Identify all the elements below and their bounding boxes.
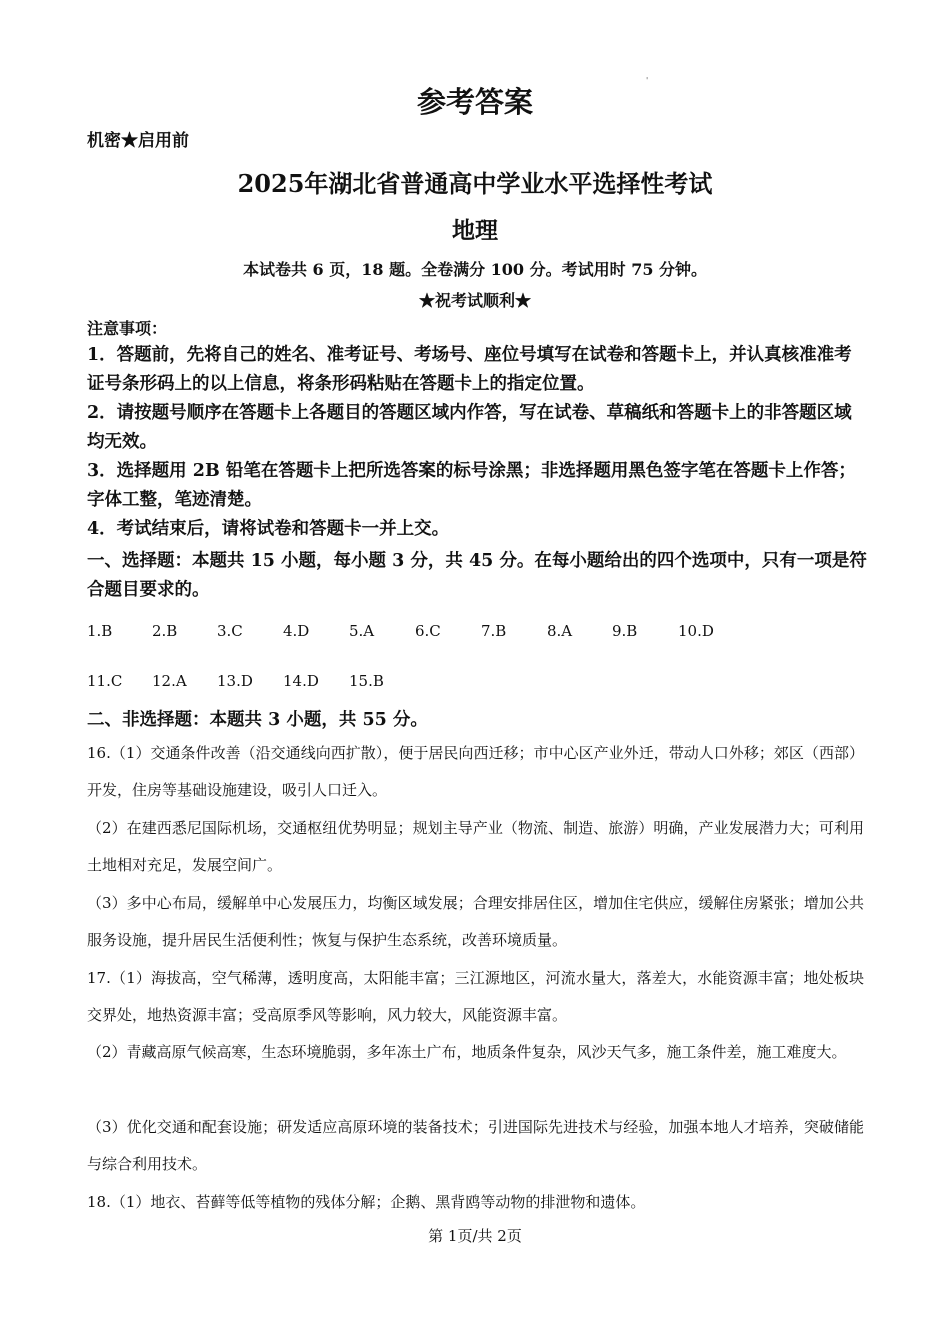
answer-item: 15.B xyxy=(349,672,384,690)
answer-item: 5.A xyxy=(349,622,375,640)
confidential-label: 机密★启用前 xyxy=(87,131,189,151)
answer-16-3: （3）多中心布局，缓解单中心发展压力，均衡区域发展；合理安排居住区，增加住宅供应，缓解住房紧张；增加公共服务设施，提升居民生活便利性；恢复与保护生态系统，改善环境质量。 xyxy=(87,894,864,949)
answer-item: 2.B xyxy=(152,622,178,640)
answer-item: 12.A xyxy=(152,672,187,690)
answer-item: 1.B xyxy=(87,622,113,640)
notice-item-3: 3．选择题用 2B 铅笔在答题卡上把所选答案的标号涂黑；非选择题用黑色签字笔在答题卡上作答；字体工整，笔迹清楚。 xyxy=(87,461,856,510)
answer-16-1: 16.（1）交通条件改善（沿交通线向西扩散），便于居民向西迁移；市中心区产业外迁，带动人口外移；郊区（西部）开发，住房等基础设施建设，吸引人口迁入。 xyxy=(87,744,864,799)
answer-item: 11.C xyxy=(87,672,123,690)
answer-title: 参考答案 xyxy=(416,85,533,119)
answer-item: 13.D xyxy=(217,672,253,690)
answer-item: 10.D xyxy=(678,622,714,640)
section1-title: 一、选择题：本题共 15 小题，每小题 3 分，共 45 分。在每小题给出的四个选项中，只有一项是符合题目要求的。 xyxy=(87,551,867,600)
answer-item: 14.D xyxy=(283,672,319,690)
answer-17-1: 17.（1）海拔高，空气稀薄，透明度高，太阳能丰富；三江源地区，河流水量大，落差大，水能资源丰富；地处板块交界处，地热资源丰富；受高原季风等影响，风力较大，风能资源丰富。 xyxy=(87,969,864,1024)
answer-item: 6.C xyxy=(415,622,441,640)
answer-16-2: （2）在建西悉尼国际机场，交通枢纽优势明显；规划主导产业（物流、制造、旅游）明确，产业发展潜力大；可利用土地相对充足，发展空间广。 xyxy=(87,819,864,874)
answer-17-2: （2）青藏高原气候高寒，生态环境脆弱，多年冻土广布，地质条件复杂，风沙天气多，施工条件差，施工难度大。 xyxy=(87,1043,847,1061)
stray-mark: ' xyxy=(646,76,649,85)
notice-item-4: 4．考试结束后，请将试卷和答题卡一并上交。 xyxy=(87,519,450,539)
section2-title: 二、非选择题：本题共 3 小题，共 55 分。 xyxy=(87,710,428,730)
subject-title: 地理 xyxy=(452,217,498,244)
notice-item-1: 1．答题前，先将自己的姓名、准考证号、考场号、座位号填写在试卷和答题卡上，并认真核准准考证号条形码上的以上信息，将条形码粘贴在答题卡上的指定位置。 xyxy=(87,345,852,394)
answer-item: 9.B xyxy=(612,622,638,640)
answer-item: 4.D xyxy=(283,622,310,640)
answer-18-1: 18.（1）地衣、苔藓等低等植物的残体分解；企鹅、黑背鸥等动物的排泄物和遗体。 xyxy=(87,1193,646,1211)
answer-item: 7.B xyxy=(481,622,507,640)
exam-info: 本试卷共 6 页，18 题。全卷满分 100 分。考试用时 75 分钟。 xyxy=(242,260,708,279)
answer-17-3: （3）优化交通和配套设施；研发适应高原环境的装备技术；引进国际先进技术与经验，加强本地人才培养，突破储能与综合利用技术。 xyxy=(87,1118,864,1173)
exam-title: 2025年湖北省普通高中学业水平选择性考试 xyxy=(237,169,713,198)
answer-item: 8.A xyxy=(547,622,573,640)
answer-item: 3.C xyxy=(217,622,243,640)
notice-title: 注意事项： xyxy=(87,319,168,338)
exam-wish: ★祝考试顺利★ xyxy=(418,291,531,310)
page-footer: 第 1页/共 2页 xyxy=(428,1227,522,1245)
notice-item-2: 2．请按题号顺序在答题卡上各题目的答题区域内作答，写在试卷、草稿纸和答题卡上的非答题区域均无效。 xyxy=(87,403,852,452)
